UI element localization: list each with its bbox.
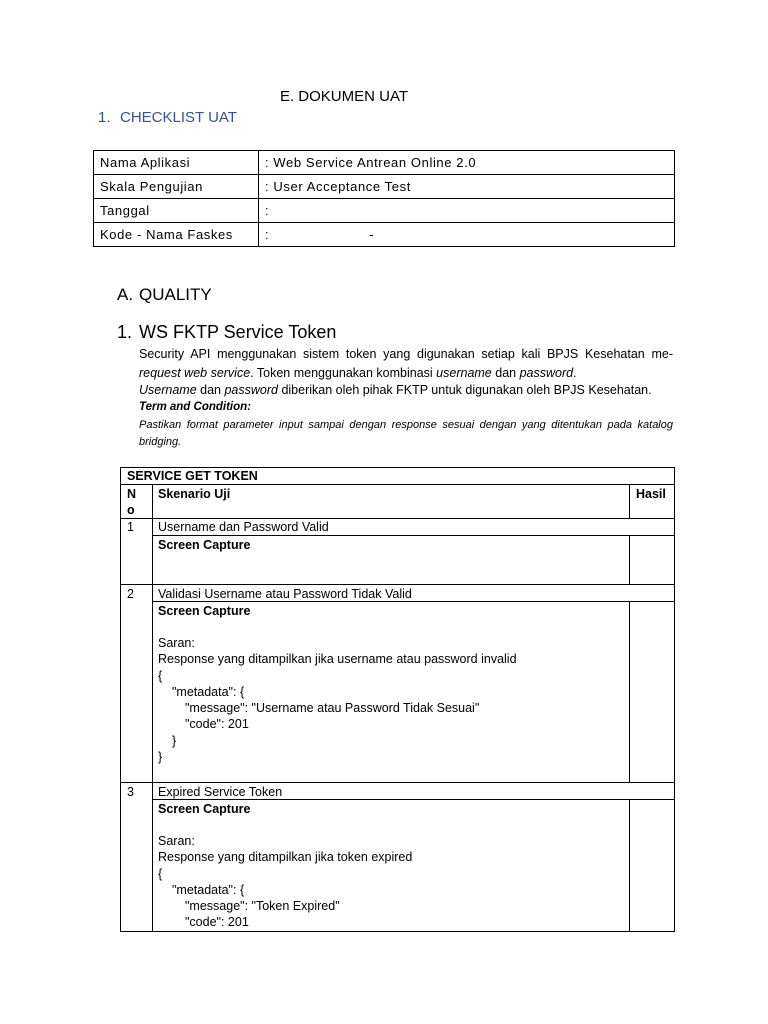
section-number: 1. [117,322,133,342]
screen-capture-label: Screen Capture [158,538,251,552]
info-row-scale [94,175,675,199]
info-label: Skala Pengujian [94,175,259,199]
section-quality-heading [117,285,212,305]
intro-paragraph: Security API menggunakan sistem token yang digunakan setiap kali BPJS Kesehatan me-request web service. Token menggunakan kombinasi username dan password. [139,347,673,380]
checklist-heading [98,109,237,126]
info-table [93,150,675,247]
screen-capture-label: Screen Capture [158,802,251,816]
row-number: 1 [127,520,134,534]
header-no: N o [127,487,137,517]
info-value: : [265,227,270,242]
row-number: 3 [127,785,134,799]
info-row-date [94,199,675,223]
row-number: 2 [127,587,134,601]
code-line: "message": "Username atau Password Tidak Sesuai" [185,701,480,715]
response-description: Response yang ditampilkan jika token expired [158,850,413,864]
info-label: Tanggal [94,199,259,223]
row-scenario: Username dan Password Valid [158,520,329,534]
document-title: E. DOKUMEN UAT [279,88,409,105]
info-value: : Web Service Antrean Online 2.0 [259,151,675,175]
term-condition-label: Term and Condition: [139,401,252,413]
info-value: : [259,199,675,223]
code-line: { [158,867,163,881]
section-label: WS FKTP Service Token [139,322,337,342]
info-row-app [94,151,675,175]
info-label: Nama Aplikasi [94,151,259,175]
info-row-faskes [94,223,675,247]
screen-capture-label: Screen Capture [158,604,251,618]
code-line: } [172,734,177,748]
checklist-number: 1. [98,109,111,126]
code-line: "message": "Token Expired" [185,899,340,913]
info-value-dash: - [369,227,375,242]
section-token-heading [117,322,336,343]
credentials-paragraph: Username dan password diberikan oleh pihak FKTP untuk digunakan oleh BPJS Kesehatan. [139,383,652,397]
response-description: Response yang ditampilkan jika username atau password invalid [158,652,517,666]
info-value-cell [259,223,675,247]
code-line: "metadata": { [172,685,245,699]
section-label: QUALITY [139,285,212,304]
term-condition-text: Pastikan format parameter input sampai dengan response sesuai dengan yang ditentukan pada katalog bridging. [139,419,673,448]
saran-label: Saran: [158,636,195,650]
code-line: { [158,669,163,683]
saran-label: Saran: [158,834,195,848]
header-result: Hasil [636,487,666,501]
checklist-label: CHECKLIST UAT [120,109,237,126]
row-scenario: Expired Service Token [158,785,283,799]
code-line: "metadata": { [172,883,245,897]
code-line: "code": 201 [185,717,249,731]
header-scenario: Skenario Uji [158,487,231,501]
section-letter: A. [117,285,134,304]
info-label: Kode - Nama Faskes [94,223,259,247]
code-line: "code": 201 [185,915,249,929]
code-line: } [158,750,163,764]
info-value: : User Acceptance Test [259,175,675,199]
row-scenario: Validasi Username atau Password Tidak Valid [158,587,412,601]
table-title: SERVICE GET TOKEN [127,469,258,483]
